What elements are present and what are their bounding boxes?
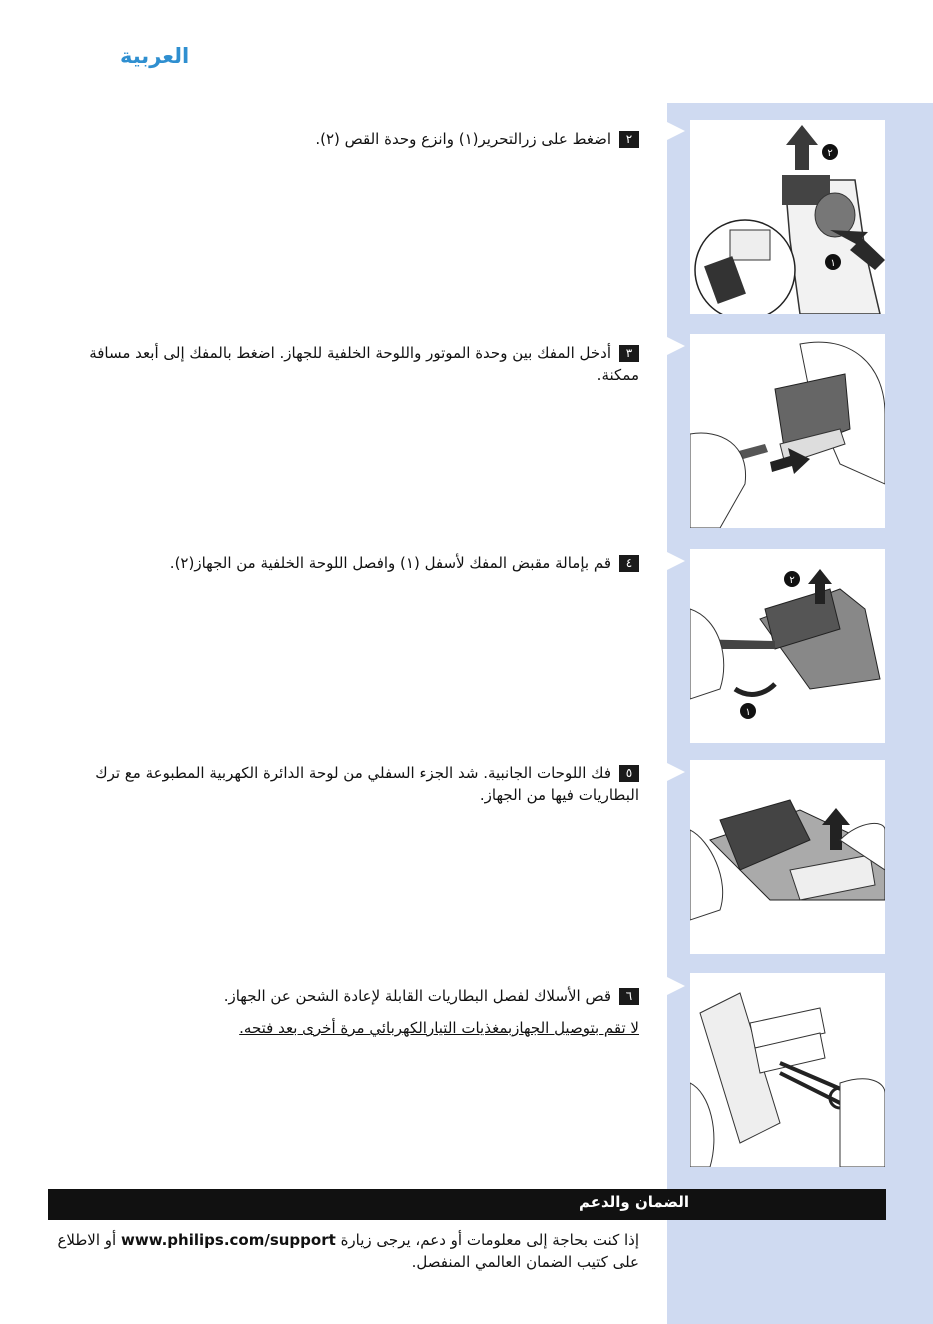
illustration-step-2	[690, 120, 885, 314]
callout-1: ١	[745, 707, 751, 718]
illustration-step-4	[690, 549, 885, 743]
language-heading: العربية	[120, 44, 190, 68]
pointer-arrow	[667, 552, 685, 570]
step-6	[49, 985, 639, 1039]
step-number: ٤	[619, 555, 639, 572]
support-url[interactable]: www.philips.com/support	[121, 1231, 336, 1249]
step-number: ٢	[619, 131, 639, 148]
pointer-arrow	[667, 337, 685, 355]
step-text: فك اللوحات الجانبية. شد الجزء السفلي من لوحة الدائرة الكهربية المطبوعة مع ترك البطاريات فيها من الجهاز.	[95, 764, 639, 804]
pointer-arrow	[667, 977, 685, 995]
step-5	[49, 762, 639, 806]
support-intro: إذا كنت بحاجة إلى معلومات أو دعم، يرجى زيارة	[340, 1231, 639, 1249]
step-3	[49, 342, 639, 386]
illustration-step-6	[690, 973, 885, 1167]
step-number: ٥	[619, 765, 639, 782]
illustration-step-3	[690, 334, 885, 528]
pointer-arrow	[667, 122, 685, 140]
step-2	[49, 128, 639, 150]
step-text: اضغط على زرالتحرير(١) وانزع وحدة القص (٢).	[315, 130, 611, 148]
support-outro: أو الاطلاع على كتيب الضمان العالمي المنفصل.	[57, 1231, 639, 1271]
step-text: أدخل المفك بين وحدة الموتور واللوحة الخلفية للجهاز. اضغط بالمفك إلى أبعد مسافة ممكنة.	[89, 344, 639, 384]
section-title: الضمان والدعم	[578, 1193, 689, 1211]
step-number: ٦	[619, 988, 639, 1005]
callout-2: ٢	[827, 148, 833, 159]
support-text	[39, 1229, 639, 1273]
illustration-step-5	[690, 760, 885, 954]
callout-1: ١	[830, 258, 836, 269]
callout-2: ٢	[789, 575, 795, 586]
warning-text: لا تقم بتوصيل الجهازبمغذيات التيارالكهربائي مرة أخرى بعد فتحه.	[239, 1019, 639, 1037]
step-text: قم بإمالة مقبض المفك لأسفل (١) وافصل اللوحة الخلفية من الجهاز(٢).	[169, 554, 611, 572]
section-header-bar	[48, 1189, 886, 1220]
step-number: ٣	[619, 345, 639, 362]
step-text: قص الأسلاك لفصل البطاريات القابلة لإعادة الشحن عن الجهاز.	[223, 987, 611, 1005]
step-4	[49, 552, 639, 574]
pointer-arrow	[667, 763, 685, 781]
